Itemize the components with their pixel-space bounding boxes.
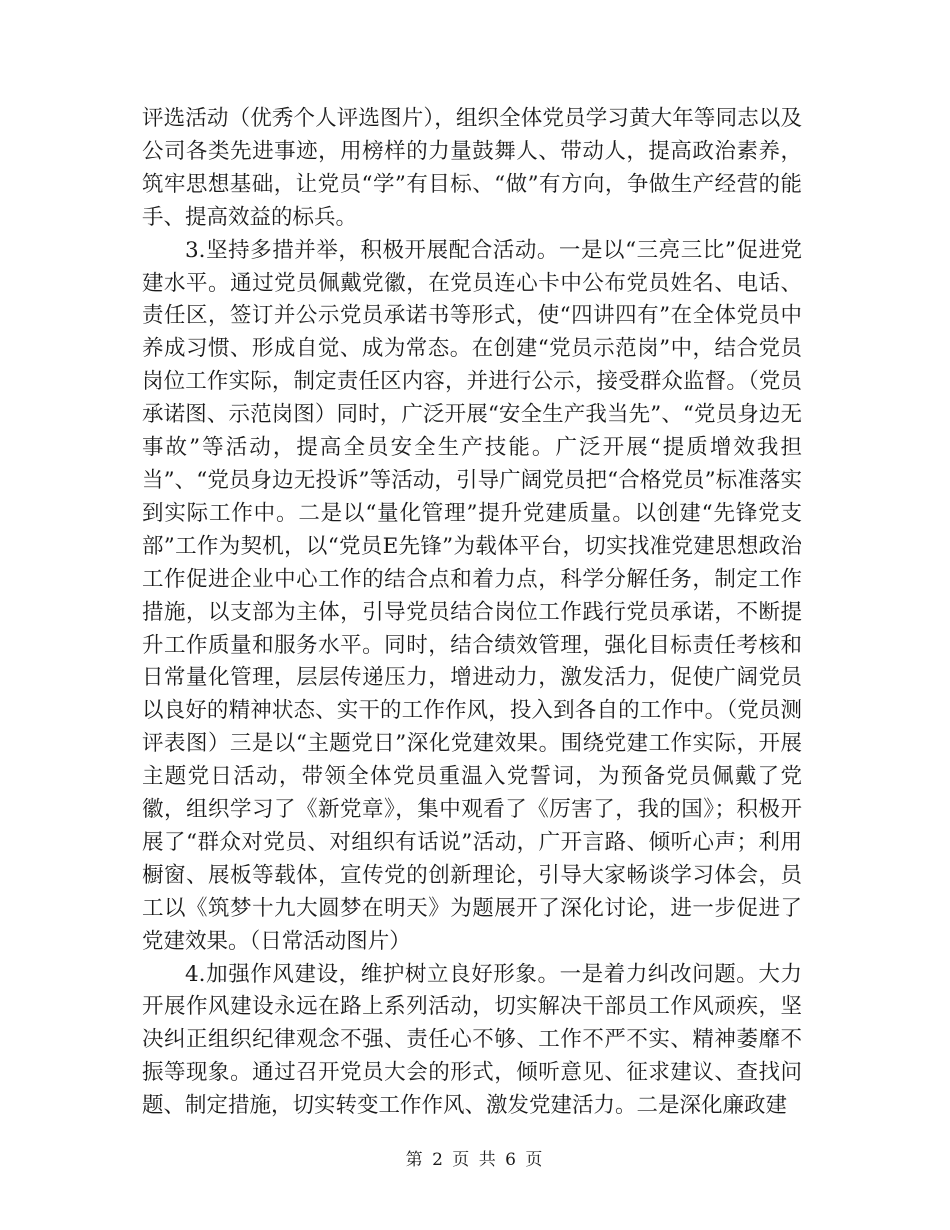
paragraph-1: 评选活动（优秀个人评选图片），组织全体党员学习黄大年等同志以及公司各类先进事迹，用榜样的力量鼓舞人、带动人，提高政治素养，筑牢思想基础，让党员“学”有目标、“做”有方向，争做生产经营的能手、提高效益的标兵。 (142, 106, 802, 230)
paragraph-2: 3.坚持多措并举，积极开展配合活动。一是以“三亮三比”促进党建水平。通过党员佩戴党徽，在党员连心卡中公布党员姓名、电话、责任区，签订并公示党员承诺书等形式，使“四讲四有”在全体党员中养成习惯、形成自觉、成为常态。在创建“党员示范岗”中，结合党员岗位工作实际，制定责任区内容，并进行公示，接受群众监督。（党员承诺图、示范岗图）同时，广泛开展“安全生产我当先”、“党员身边无事故”等活动，提高全员安全生产技能。广泛开展“提质增效我担当”、“党员身边无投诉”等活动，引导广阔党员把“合格党员”标准落实到实际工作中。二是以“量化管理”提升党建质量。以创建“先锋党支部”工作为契机，以“党员E先锋”为载体平台，切实找准党建思想政治工作促进企业中心工作的结合点和着力点，科学分解任务，制定工作措施，以支部为主体，引导党员结合岗位工作践行党员承诺，不断提升工作质量和服务水平。同时，结合绩效管理，强化目标责任考核和日常量化管理，层层传递压力，增进动力，激发活力，促使广阔党员以良好的精神状态、实干的工作作风，投入到各自的工作中。（党员测评表图）三是以“主题党日”深化党建效果。围绕党建工作实际，开展主题党日活动，带领全体党员重温入党誓词，为预备党员佩戴了党徽，组织学习了《新党章》，集中观看了《厉害了，我的国》；积极开展了“群众对党员、对组织有话说”活动，广开言路、倾听心声；利用橱窗、展板等载体，宣传党的创新理论，引导大家畅谈学习体会，员工以《筑梦十九大圆梦在明天》为题展开了深化讨论，进一步促进了党建效果。（日常活动图片） (142, 237, 802, 954)
document-body (142, 103, 802, 1123)
page-number-footer: 第 2 页 共 6 页 (405, 1150, 545, 1170)
paragraph-3: 4.加强作风建设，维护树立良好形象。一是着力纠改问题。大力开展作风建设永远在路上系列活动，切实解决干部员工作风顽疾，坚决纠正组织纪律观念不强、责任心不够、工作不严不实、精神萎靡不振等现象。通过召开党员大会的形式，倾听意见、征求建议、查找问题、制定措施，切实转变工作作风、激发党建活力。二是深化廉政建 (142, 961, 802, 1119)
